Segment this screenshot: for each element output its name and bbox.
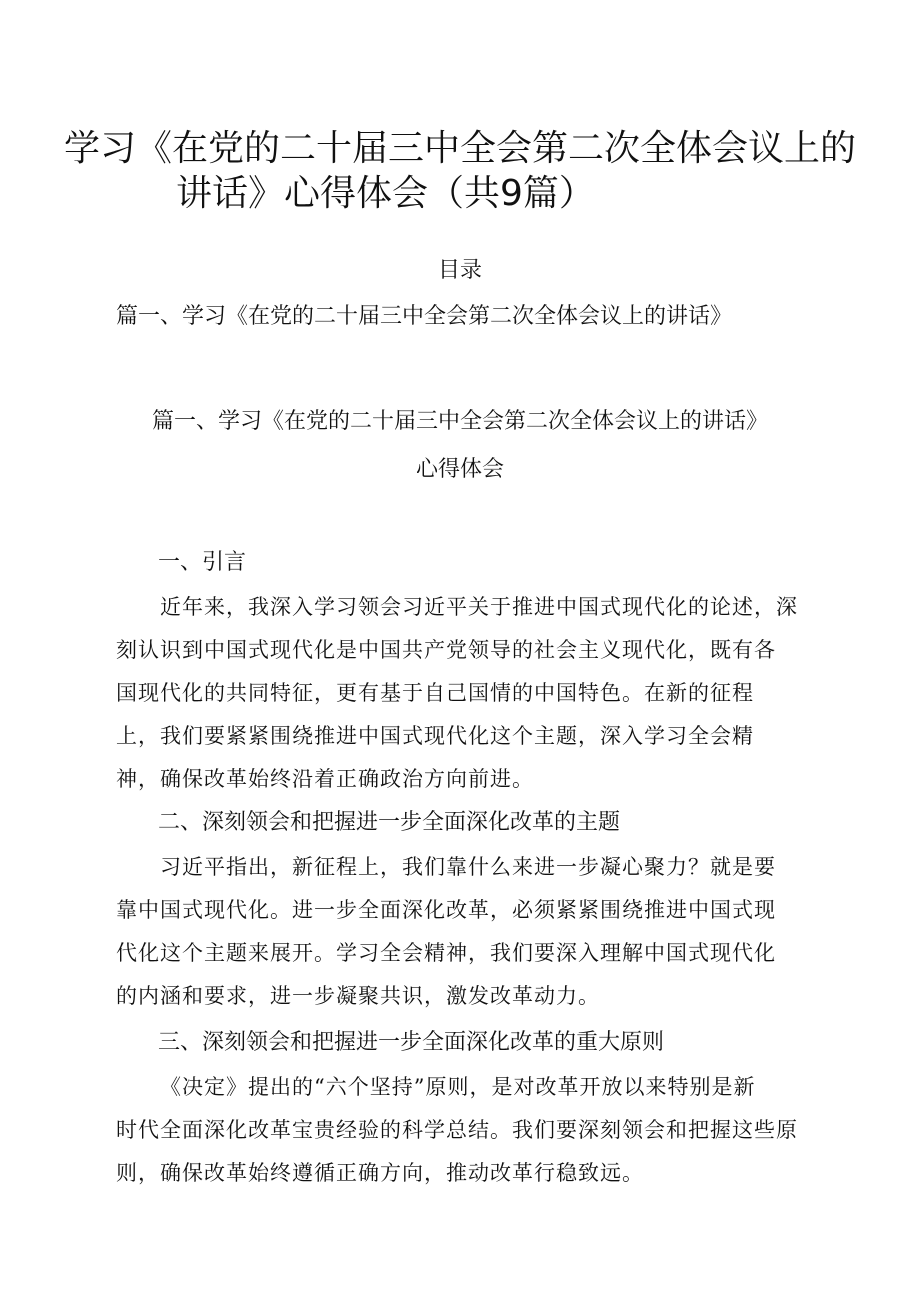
paragraph-line: 习近平指出，新征程上，我们靠什么来进一步凝心聚力？就是要 xyxy=(160,855,776,879)
paragraph-line: 《决定》提出的“六个坚持”原则，是对改革开放以来特别是新 xyxy=(160,1075,756,1099)
toc-heading: 目录 xyxy=(437,258,482,283)
article-title-line-1: 篇一、学习《在党的二十届三中全会第二次全体会议上的讲话》 xyxy=(151,409,768,434)
paragraph-line: 刻认识到中国式现代化是中国共产党领导的社会主义现代化，既有各 xyxy=(116,638,776,662)
document-title-line-2: 讲话》心得体会（共9篇） xyxy=(176,173,595,214)
paragraph-line: 的内涵和要求，进一步凝聚共识，激发改革动力。 xyxy=(116,984,600,1008)
paragraph-line: 近年来，我深入学习领会习近平关于推进中国式现代化的论述，深 xyxy=(160,595,798,619)
document-title-line-1: 学习《在党的二十届三中全会第二次全体会议上的 xyxy=(63,128,856,169)
toc-item: 篇一、学习《在党的二十届三中全会第二次全体会议上的讲话》 xyxy=(116,304,733,329)
section-heading-principles: 三、深刻领会和把握进一步全面深化改革的重大原则 xyxy=(158,1030,665,1055)
paragraph-line: 靠中国式现代化。进一步全面深化改革，必须紧紧围绕推进中国式现 xyxy=(116,898,776,922)
paragraph-line: 神，确保改革始终沿着正确政治方向前进。 xyxy=(116,767,534,791)
paragraph-line: 上，我们要紧紧围绕推进中国式现代化这个主题，深入学习全会精 xyxy=(116,724,754,748)
paragraph-line: 时代全面深化改革宝贵经验的科学总结。我们要深刻领会和把握这些原 xyxy=(116,1118,798,1142)
article-title-line-2: 心得体会 xyxy=(415,457,504,482)
paragraph-line: 则，确保改革始终遵循正确方向，推动改革行稳致远。 xyxy=(116,1161,644,1185)
section-heading-theme: 二、深刻领会和把握进一步全面深化改革的主题 xyxy=(158,810,621,835)
paragraph-line: 代化这个主题来展开。学习全会精神，我们要深入理解中国式现代化 xyxy=(116,941,776,965)
section-heading-intro: 一、引言 xyxy=(158,550,247,575)
paragraph-line: 国现代化的共同特征，更有基于自己国情的中国特色。在新的征程 xyxy=(116,681,754,705)
